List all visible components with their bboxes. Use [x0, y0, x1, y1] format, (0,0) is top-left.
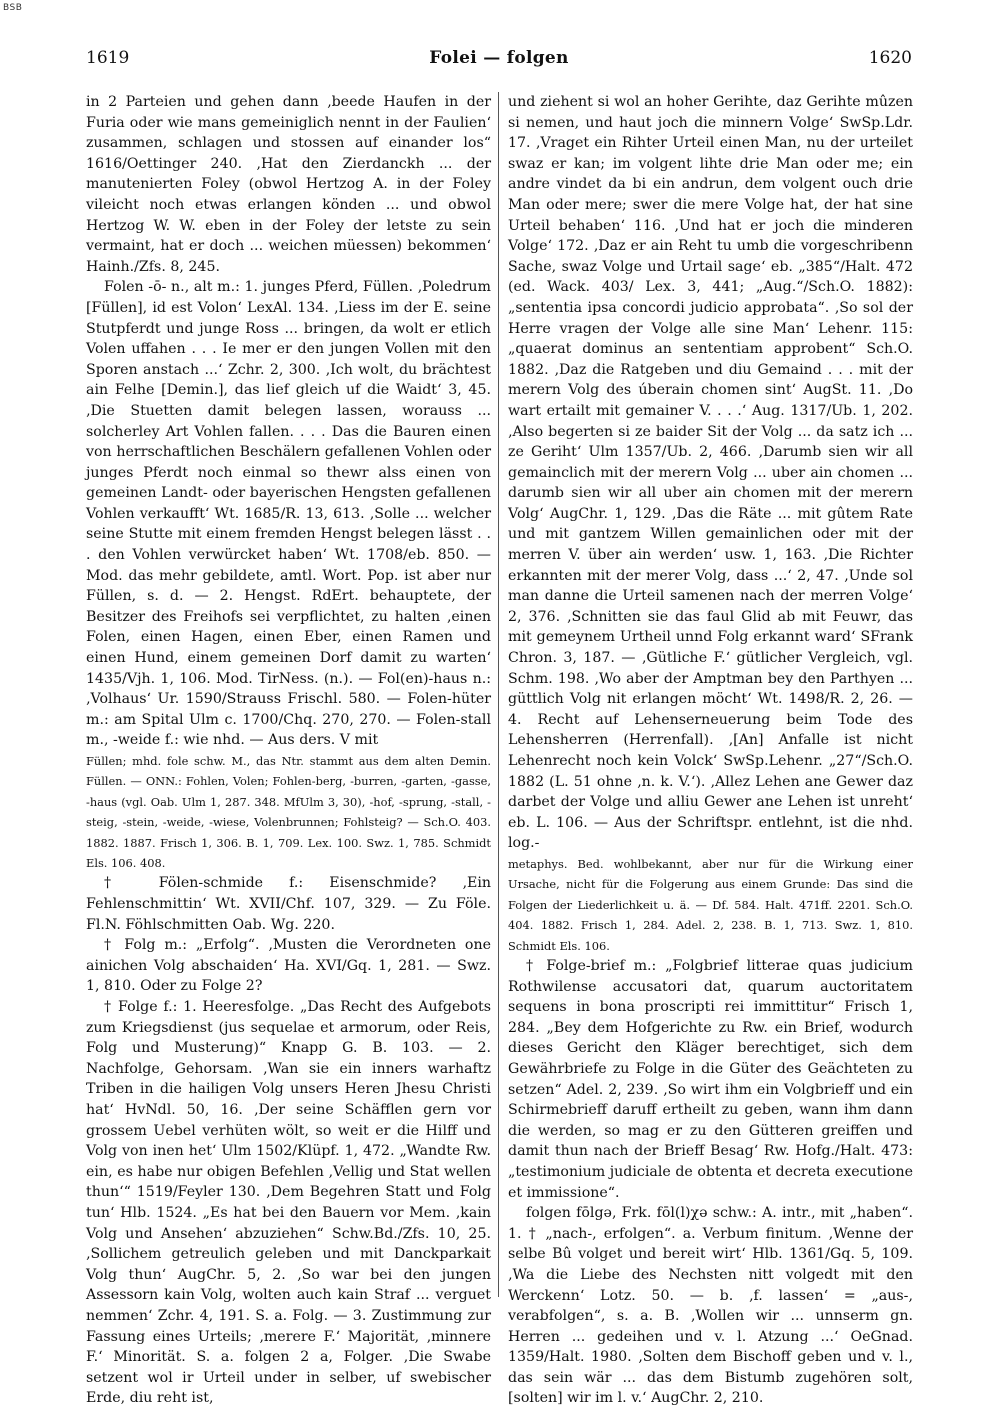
page-number-right: 1620	[868, 48, 912, 68]
entry-folge: † Folge f.: 1. Heeresfolge. „Das Recht des Aufgebots zum Kriegsdienst (jus sequelae et armorum, oder Reis, Folg und Musterung)“ Knapp G. B. 103. — 2. Nachfolge, Gehorsam. ‚Wan sie ein inners warhaftz Triben in die hailigen Volg unsers Heren Jhesu Christi hat‘ HvNdl. 50, 16. ‚Der seine Schäfflen gern vor grossem Uebel verhüten wölt, so weit er die Hilff und Volg von inen het‘ Ulm 1502/Klüpf. 1, 472. „Wandte Rw. ein, es habe nur obigen Befehlen ‚Vellig und Stat wellen thun‘“ 1519/Feyler 130. ‚Dem Begehren Statt und Folg tun‘ Hlb. 1524. „Es hat bei den Bauern vor Mem. ‚kain Volg und Ansehen‘ abzuziehen“ Schw.Bd./Zfs. 10, 25. ‚Sollichem getreulich geleben und mit Danckparkait Volg thun‘ AugChr. 5, 2. ‚So war bei den jungen Assessorn kain Volg, wolten auch kain Straf ... verguet nemmen‘ Zchr. 4, 191. S. a. Folg. — 3. Zustimmung zur Fassung eines Urteils; ‚merere F.‘ Majorität, ‚minnere F.‘ Minorität. S. a. folgen 2 a, Folger. ‚Die Swabe setzent wol ir Urteil under in selber, uf swebischer Erde, diu reht ist,	[86, 999, 491, 1407]
entry-folge-brief: † Folge-brief m.: „Folgbrief litterae quas judicium Rothwilense accusatori dat, quarum auctoritatem sequens in bona proscripti rei immittitur“ Frisch 1, 284. „Bey dem Hofgerichte zu Rw. ein Brief, wodurch dieses Gericht den Kläger berechtiget, sich dem Gewährbriefe zu Folge in die Güter des Geächteten zu setzen“ Adel. 2, 239. ‚So wirt ihm ein Volgbrieff und ein Schirmebrieff daruff ertheilt zu geben, wann ihm dann die werden, so mag er zu den Gütteren greiffen und damit thun nach der Brieff Besag‘ Rw. Hofg./Halt. 473: „testimonium judiciale de obtenta et decreta executione et immissione“.	[508, 958, 913, 1201]
paragraph: und ziehent si wol an hoher Gerihte, daz Gerihte mûzen si nemen, und haut joch die minnern Volge‘ SwSp.Ldr. 17. ‚Vraget ein Rihter Urteil einen Man, nu der urteilet swaz er kan; im volgent lihte drie Man oder me; ein andre vindet da bi ein andrun, dem volgent ouch drie Man oder mere; swer die mere Volge hat, der hat sine Urteil behaben‘ 116. ‚Und hat er joch die minderen Volge‘ 172. ‚Daz er ain Reht tu umb die vorgeschribenn Sache, swaz Volge und Urtail sage‘ eb. „385“/Halt. 472 (ed. Wack. 403/ Lex. 3, 441; „Aug.“/Sch.O. 1882): „sententia ipsa concordi judicio approbata“. ‚So sol der Herre vragen der Volge alle sine Man‘ Lehenr. 115: „quaerat dominus an sententiam approbent“ Sch.O. 1882. ‚Daz die Ratgeben und diu Gemaind . . . mit der merern Volg des úberain chomen sint‘ AugSt. 11. ‚Do wart ertailt mit gemainer V. . . .‘ Aug. 1317/Ub. 1, 202. ‚Also begerten si ze baider Sit der Volg ... da satz ich ... ze Geriht‘ Ulm 1357/Ub. 2, 466. ‚Darumb sien wir all gemainclich mit der merern Volg ... uber ain chomen ... darumb sien wir all uber ain chomen mit der merern Volg‘ AugChr. 1, 129. ‚Das die Räte ... mit gûtem Rate und mit gantzem Willen gemainlichen oder mit der merren V. über ain werden‘ usw. 1, 163. ‚Die Richter erkannten mit der merer Volg, dass ...‘ 2, 47. ‚Unde sol man danne die Urteil samenen nach der merren Volge‘ 2, 376. ‚Schnitten sie das faul Glid ab mit Feuwr, das mit gemeynem Urtheil unnd Folg erkannt ward‘ SFrank Chron. 3, 187. — ‚Gütliche F.‘ gütlicher Vergleich, vgl. Schm. 198. ‚Wo aber der Amptman bey den Parthyen ... güttlich Volg nit erlangen möcht‘ Wt. 1498/R. 2, 26. — 4. Recht auf Lehenserneuerung beim Tode des Lehensherren (Herrenfall). ‚[An] Anfalle ist nicht Lehenrecht noch kein Volck‘ SwSp.Lehenr. „27“/Sch.O. 1882 (L. 51 ohne ‚n. k. V.‘). ‚Allez Lehen ane Gewer daz darbet der Volge und alliu Gewer ane Lehen ist unreht‘ eb. L. 106. — Aus der Schriftspr. entlehnt, ist die nhd. log.-	[508, 94, 913, 852]
left-column	[86, 92, 491, 1409]
entry-folen: Folen -ō- n., alt m.: 1. junges Pferd, Füllen. ‚Poledrum [Füllen], id est Volon‘ LexAl. 134. ‚Liess im der E. seine Stutpferdt und junge Ross ... bringen, da wolt er etlich Volen uffahen . . . Ie mer er den jungen Vollen mit den Sporen anstach ...‘ Zchr. 2, 300. ‚Ich wolt, du brächtest ain Felhe [Demin.], das lief gleich uf die Waidt‘ 3, 45. ‚Die Stuetten damit belegen lassen, worauss ... solcherley Art Vohlen fallen. . . . Das die Bauren einen von herrschaftlichen Beschälern gefallenen Vohlen oder junges Pferdt noch einmal so thewr alss einen von gemeinen Landt- oder bayerischen Hengsten gefallenen Vohlen verkaufft‘ Wt. 1685/R. 13, 613. ‚Solle ... welcher seine Stutte mit einem fremden Hengst belegen lässt . . . den Vohlen verwürcket haben‘ Wt. 1708/eb. 850. — Mod. das mehr gebildete, amtl. Wort. Pop. ist aber nur Füllen, s. d. — 2. Hengst. RdErt. behauptete, der Besitzer des Freihofs sei verpflichtet, zu halten ‚einen Folen, einen Hagen, einen Eber, einen Ramen und einen Hund, einem gemeinen Dorf damit zu warten‘ 1435/Vjh. 1, 106. Mod. TirNess. (n.). — Fol(en)-haus n.: ‚Volhaus‘ Ur. 1590/Strauss Frischl. 580. — Folen-hüter m.: am Spital Ulm c. 1700/Chq. 270, 270. — Folen-stall m., -weide f.: wie nhd. — Aus ders. V mit	[86, 279, 491, 749]
column-divider	[498, 92, 499, 1297]
page-number-left: 1619	[86, 48, 130, 68]
library-stamp: BSB	[3, 3, 23, 13]
etymology-note: metaphys. Bed. wohlbekannt, aber nur für die Wirkung einer Ursache, nicht für die Folgerung aus einem Grunde: Das sind die Folgen der Liederlichkeit u. ä. — Df. 584. Halt. 471ff. 2201. Sch.O. 404. 1882. Frisch 1, 284. Adel. 2, 238. B. 1, 713. Swz. 1, 810. Schmidt Els. 106.	[508, 856, 913, 953]
page-header	[86, 48, 912, 74]
paragraph: in 2 Parteien und gehen dann ‚beede Haufen in der Furia oder wie mans gemeiniglich nennt in der Faulien‘ zusammen, schlagen und stossen auf einander los“ 1616/Oettinger 240. ‚Hat den Zierdanckh ... der manutenierten Foley (obwol Hertzog A. in der Foley vileicht noch etwas erlangen könden ... und obwol Hertzog W. W. eben in der Foley der letste zu sein vermaint, hat er doch ... weichen müessen) bekommen‘ Hainh./Zfs. 8, 245.	[86, 94, 491, 275]
entry-folen-schmide: † Fölen-schmide f.: Eisenschmide? ‚Ein Fehlenschmittin‘ Wt. XVII/Chf. 107, 329. — Zu Föle. Fl.N. Föhlschmitten Oab. Wg. 220.	[86, 875, 491, 933]
entry-folg: † Folg m.: „Erfolg“. ‚Musten die Verordneten one ainichen Volg abschaiden‘ Ha. XVI/Gq. 1, 281. — Swz. 1, 810. Oder zu Folge 2?	[86, 937, 491, 995]
etymology-note: Füllen; mhd. fole schw. M., das Ntr. stammt aus dem alten Demin. Füllen. — ONN.: Fohlen, Volen; Fohlen-berg, -burren, -garten, -gasse, -haus (vgl. Oab. Ulm 1, 287. 348. MfUlm 3, 30), -hof, -sprung, -stall, -steig, -stein, -weide, -wiese, Volenbrunnen; Fohlsteig? — Sch.O. 403. 1882. 1887. Frisch 1, 306. B. 1, 709. Lex. 100. Swz. 1, 785. Schmidt Els. 106. 408.	[86, 754, 491, 871]
running-title: Folei — folgen	[429, 48, 569, 68]
entry-folgen: folgen fōlgə, Frk. fōl(l)χə schw.: A. intr., mit „haben“. 1. † „nach-, erfolgen“. a. Verbum finitum. ‚Wenne der selbe Bû volget und bereit wirt‘ Hlb. 1361/Gq. 5, 109. ‚Wa die Liebe des Nechsten nitt volgedt mit den Werckenn‘ Lotz. 50. — b. ‚f. lassen‘ = „aus-, verabfolgen“, s. a. B. ‚Wollen wir ... unnserm gn. Herren ... gedeihen und v. l. Atzung ...‘ OeGnad. 1359/Halt. 1980. ‚Solten dem Bischoff geben und v. l., das sein wär ... das dem Bistumb zugehören solt, [solten] wir im l. v.‘ AugChr. 2, 210.	[508, 1205, 913, 1407]
right-column	[508, 92, 913, 1409]
